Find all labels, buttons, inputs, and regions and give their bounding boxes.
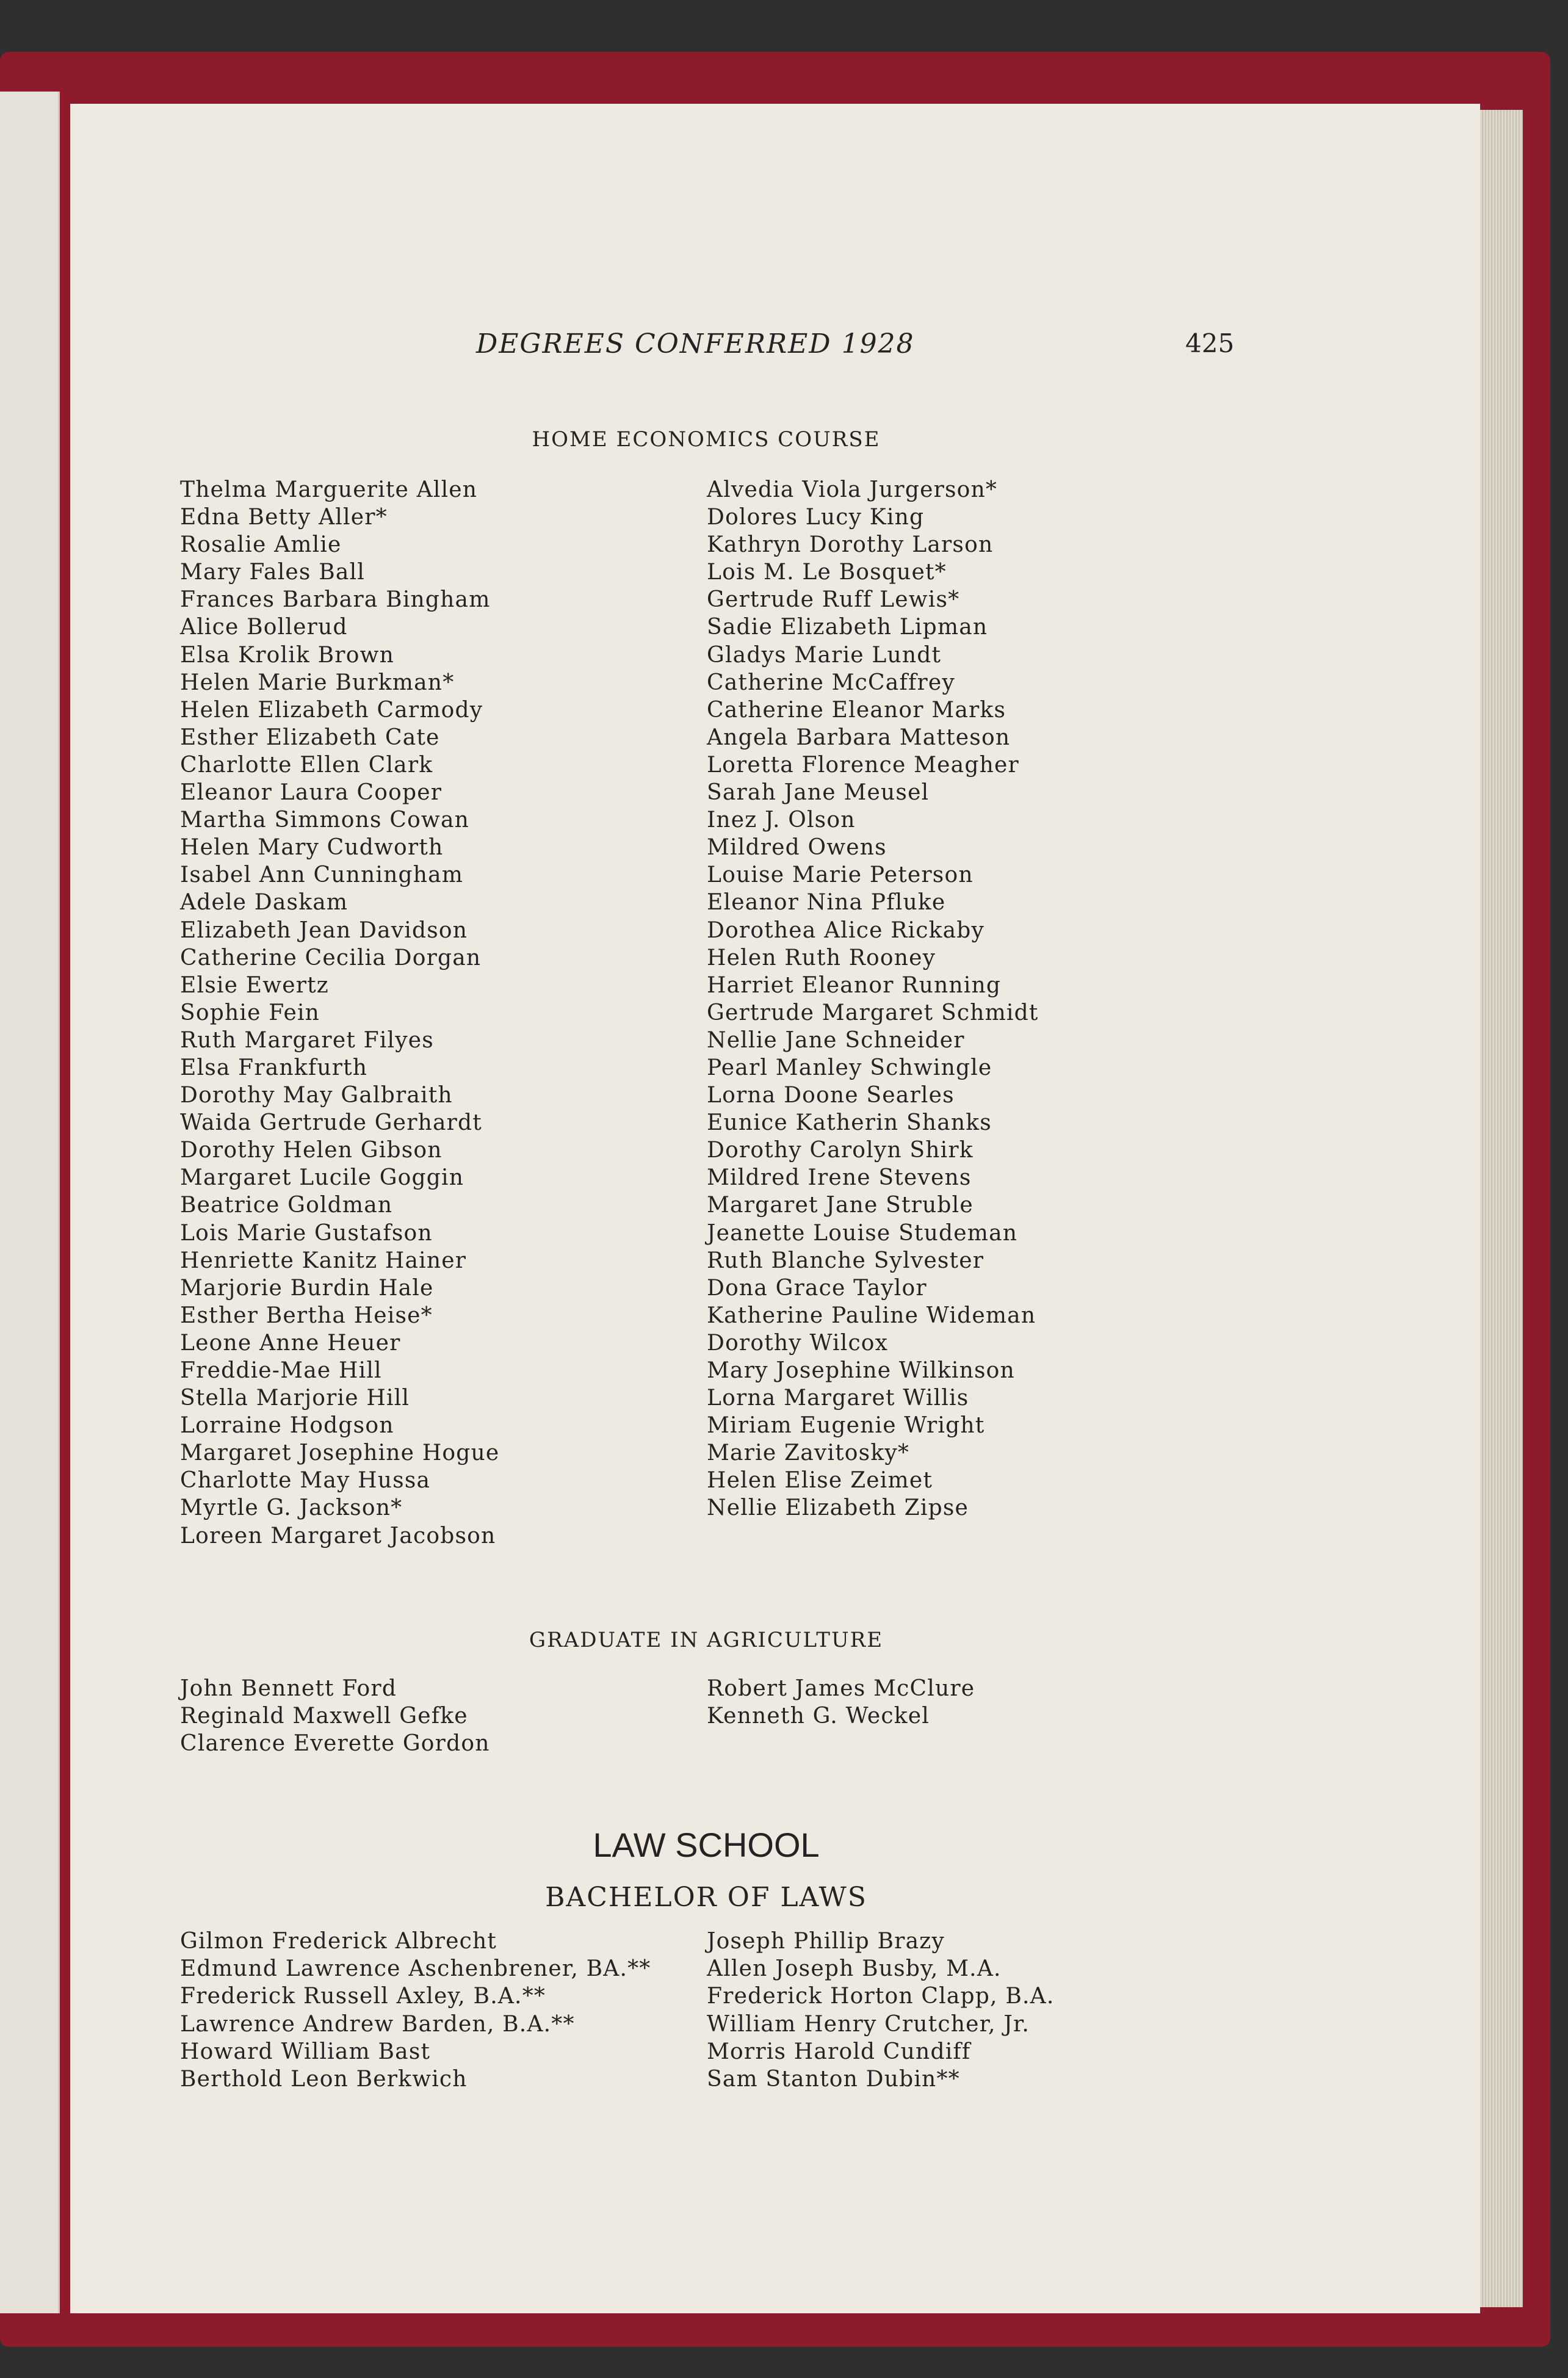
graduate-name: Edmund Lawrence Aschenbrener, BA.**: [180, 1956, 651, 1982]
graduate-name: William Henry Crutcher, Jr.: [707, 2011, 1030, 2037]
graduate-name: Catherine Cecilia Dorgan: [180, 945, 482, 970]
graduate-name: Dorothy May Galbraith: [180, 1083, 453, 1108]
graduate-agriculture-heading: GRADUATE IN AGRICULTURE: [529, 1628, 884, 1652]
graduate-name: Elsie Ewertz: [180, 972, 329, 998]
graduate-name: Loretta Florence Meagher: [707, 752, 1019, 778]
home-economics-list-right: [707, 476, 1039, 1522]
graduate-name: Helen Mary Cudworth: [180, 835, 444, 861]
law-list-left: [180, 1928, 651, 2093]
graduate-name: Leone Anne Heuer: [180, 1330, 401, 1356]
graduate-name: Kenneth G. Weckel: [707, 1704, 930, 1729]
graduate-name: Charlotte May Hussa: [180, 1468, 431, 1494]
graduate-name: Freddie-Mae Hill: [180, 1358, 382, 1383]
bachelor-of-laws-heading: BACHELOR OF LAWS: [545, 1882, 867, 1913]
graduate-name: Esther Elizabeth Cate: [180, 725, 440, 750]
graduate-name: Frances Barbara Bingham: [180, 587, 491, 613]
running-header-title: DEGREES CONFERRED 1928: [476, 328, 915, 360]
facing-page-edge: [0, 92, 60, 2313]
graduate-name: Miriam Eugenie Wright: [707, 1413, 985, 1439]
graduate-name: Gladys Marie Lundt: [707, 642, 942, 668]
graduate-name: Adele Daskam: [180, 890, 349, 916]
graduate-name: Helen Ruth Rooney: [707, 945, 936, 970]
graduate-name: Thelma Marguerite Allen: [180, 477, 478, 502]
graduate-name: Louise Marie Peterson: [707, 862, 974, 888]
graduate-name: John Bennett Ford: [180, 1676, 397, 1701]
graduate-name: Jeanette Louise Studeman: [707, 1220, 1018, 1246]
page-number: 425: [1185, 328, 1235, 358]
graduate-name: Elsa Krolik Brown: [180, 642, 394, 668]
graduate-name: Mary Josephine Wilkinson: [707, 1358, 1015, 1383]
graduate-name: Howard William Bast: [180, 2039, 431, 2064]
graduate-name: Rosalie Amlie: [180, 532, 342, 558]
graduate-name: Morris Harold Cundiff: [707, 2039, 971, 2064]
graduate-name: Sophie Fein: [180, 1000, 320, 1025]
graduate-name: Berthold Leon Berkwich: [180, 2066, 468, 2092]
graduate-name: Kathryn Dorothy Larson: [707, 532, 994, 558]
home-economics-heading: HOME ECONOMICS COURSE: [532, 427, 881, 452]
graduate-name: Angela Barbara Matteson: [707, 725, 1011, 750]
graduate-name: Frederick Horton Clapp, B.A.: [707, 1984, 1055, 2009]
graduate-name: Ruth Blanche Sylvester: [707, 1248, 985, 1273]
graduate-name: Lorna Margaret Willis: [707, 1386, 969, 1411]
graduate-name: Allen Joseph Busby, M.A.: [707, 1956, 1002, 1982]
graduate-name: Joseph Phillip Brazy: [707, 1929, 945, 1954]
graduate-name: Robert James McClure: [707, 1676, 975, 1701]
graduate-name: Pearl Manley Schwingle: [707, 1055, 992, 1080]
graduate-name: Sadie Elizabeth Lipman: [707, 615, 988, 640]
graduate-name: Margaret Jane Struble: [707, 1193, 974, 1218]
graduate-name: Eleanor Laura Cooper: [180, 780, 443, 806]
graduate-name: Martha Simmons Cowan: [180, 808, 469, 833]
graduate-name: Nellie Elizabeth Zipse: [707, 1495, 969, 1521]
graduate-name: Inez J. Olson: [707, 808, 856, 833]
graduate-name: Dorothy Wilcox: [707, 1330, 889, 1356]
graduate-name: Margaret Lucile Goggin: [180, 1165, 464, 1191]
graduate-name: Waida Gertrude Gerhardt: [180, 1110, 482, 1136]
graduate-name: Alvedia Viola Jurgerson*: [707, 477, 998, 502]
graduate-name: Lorraine Hodgson: [180, 1413, 394, 1439]
graduate-name: Dona Grace Taylor: [707, 1275, 927, 1301]
graduate-name: Stella Marjorie Hill: [180, 1386, 410, 1411]
graduate-name: Helen Elise Zeimet: [707, 1468, 933, 1494]
graduate-name: Dolores Lucy King: [707, 505, 925, 530]
graduate-name: Mildred Irene Stevens: [707, 1165, 972, 1191]
graduate-name: Gertrude Ruff Lewis*: [707, 587, 960, 613]
graduate-name: Beatrice Goldman: [180, 1193, 393, 1218]
graduate-name: Lawrence Andrew Barden, B.A.**: [180, 2011, 575, 2037]
graduate-name: Harriet Eleanor Running: [707, 972, 1002, 998]
graduate-name: Elizabeth Jean Davidson: [180, 917, 468, 943]
graduate-name: Nellie Jane Schneider: [707, 1027, 965, 1053]
graduate-name: Mildred Owens: [707, 835, 887, 861]
graduate-name: Lois M. Le Bosquet*: [707, 560, 947, 585]
graduate-name: Eunice Katherin Shanks: [707, 1110, 992, 1136]
graduate-name: Dorothy Carolyn Shirk: [707, 1138, 974, 1163]
graduate-name: Alice Bollerud: [180, 615, 348, 640]
graduate-name: Margaret Josephine Hogue: [180, 1440, 500, 1466]
graduate-name: Gilmon Frederick Albrecht: [180, 1929, 497, 1954]
graduate-name: Esther Bertha Heise*: [180, 1303, 433, 1328]
graduate-name: Marie Zavitosky*: [707, 1440, 910, 1466]
graduate-name: Eleanor Nina Pfluke: [707, 890, 946, 916]
law-list-right: [707, 1928, 1054, 2093]
graduate-name: Helen Elizabeth Carmody: [180, 697, 483, 723]
graduate-name: Dorothy Helen Gibson: [180, 1138, 443, 1163]
graduate-name: Reginald Maxwell Gefke: [180, 1704, 468, 1729]
graduate-name: Mary Fales Ball: [180, 560, 365, 585]
graduate-name: Lorna Doone Searles: [707, 1083, 955, 1108]
graduate-name: Helen Marie Burkman*: [180, 670, 455, 695]
graduate-name: Elsa Frankfurth: [180, 1055, 368, 1080]
graduate-name: Myrtle G. Jackson*: [180, 1495, 403, 1521]
graduate-name: Henriette Kanitz Hainer: [180, 1248, 467, 1273]
graduate-name: Clarence Everette Gordon: [180, 1731, 490, 1756]
page-stack-edges: [1474, 110, 1523, 2307]
graduate-name: Sarah Jane Meusel: [707, 780, 930, 806]
graduate-name: Gertrude Margaret Schmidt: [707, 1000, 1039, 1025]
graduate-name: Ruth Margaret Filyes: [180, 1027, 434, 1053]
graduate-name: Frederick Russell Axley, B.A.**: [180, 1984, 546, 2009]
graduate-name: Catherine McCaffrey: [707, 670, 955, 695]
graduate-agriculture-list-left: [180, 1675, 490, 1757]
graduate-name: Loreen Margaret Jacobson: [180, 1523, 496, 1549]
graduate-name: Isabel Ann Cunningham: [180, 862, 464, 888]
graduate-name: Katherine Pauline Wideman: [707, 1303, 1036, 1328]
graduate-name: Sam Stanton Dubin**: [707, 2066, 960, 2092]
graduate-name: Edna Betty Aller*: [180, 505, 388, 530]
law-school-heading: LAW SCHOOL: [593, 1826, 820, 1864]
graduate-name: Dorothea Alice Rickaby: [707, 917, 985, 943]
graduate-name: Marjorie Burdin Hale: [180, 1275, 434, 1301]
graduate-name: Lois Marie Gustafson: [180, 1220, 433, 1246]
graduate-agriculture-list-right: [707, 1675, 975, 1730]
graduate-name: Catherine Eleanor Marks: [707, 697, 1006, 723]
graduate-name: Charlotte Ellen Clark: [180, 752, 433, 778]
home-economics-list-left: [180, 476, 499, 1550]
